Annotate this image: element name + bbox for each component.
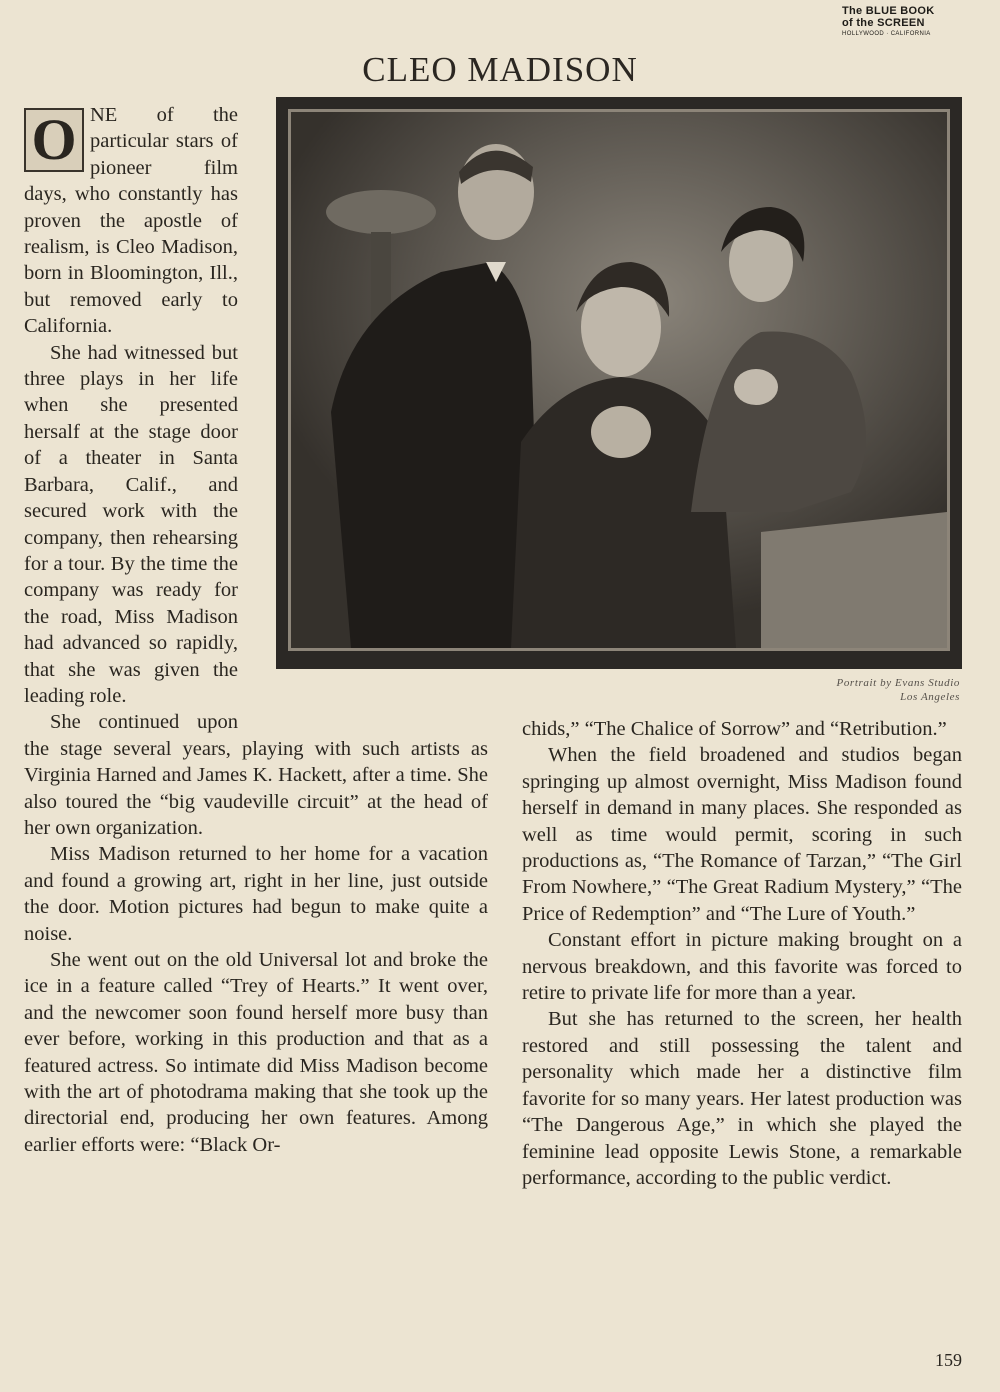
paragraph-universal: She went out on the old Universal lot and broke the ice in a feature called “Trey of Hearts.” It went over, and the newcomer soon found herself more busy than ever before, working in this production and that as a featured actress. So intimate did Miss Madison become with the art of photodrama making that she took up the directorial end, producing her own features. Among earlier efforts were: “Black Or- <box>24 949 488 1156</box>
paragraph-stage-debut: She had witnessed but three plays in her life when she presented hersalf at the stage door of a theater in Santa Barbara, Calif., and secured work with the company, then rehearsing for a tour. By the time the company was ready for the road, Miss Madison had advanced so rapidly, that she was given the leading role. <box>24 341 238 707</box>
decorative-initial-letter: O <box>31 108 77 172</box>
paragraph-intro: NE of the particular stars of pioneer film days, who constantly has proven the apostle of realism, is Cleo Madison, born in Bloomington, Ill., but removed early to California. <box>24 104 238 338</box>
paragraph-return-home: Miss Madison returned to her home for a vacation and found a growing art, right in her line, just outside the door. Motion pictures had begun to make quite a noise. <box>24 843 488 945</box>
paragraph-breakdown: Constant effort in picture making brought on a nervous breakdown, and this favorite was forced to retire to private life for more than a year. <box>522 929 962 1005</box>
publisher-line-2: of the SCREEN <box>842 17 925 29</box>
publisher-mark <box>842 6 962 37</box>
paragraph-return: But she has returned to the screen, her health restored and still possessing the talent and personality which made her a distinctive film favorite for so many years. Her latest production was “The Dangerous Age,” in which she played the feminine lead opposite Lewis Stone, a remarkable performance, according to the public verdict. <box>522 1008 962 1189</box>
photo-credit <box>837 676 960 704</box>
paragraph-productions: When the field broadened and studios began springing up almost overnight, Miss Madison found herself in demand in many places. She responded as well as time would permit, scoring in such productions as, “The Romance of Tarzan,” “The Girl From Nowhere,” “The Great Radium Mystery,” “The Price of Redemption” and “The Lure of Youth.” <box>522 744 962 925</box>
page-number: 159 <box>935 1350 962 1370</box>
photo-credit-line-2: Los Angeles <box>900 691 960 703</box>
left-text-column <box>24 102 488 1158</box>
publisher-line-1: The BLUE BOOK <box>842 5 935 17</box>
right-text-column <box>522 716 962 1191</box>
decorative-initial <box>24 108 84 172</box>
paragraph-stage-career: She continued upon the stage several years, playing with such artists as Virginia Harned and James K. Hackett, after a time. She also toured the “big vaudeville circuit” at the head of her own organization. <box>24 711 488 839</box>
paragraph-continuation: chids,” “The Chalice of Sorrow” and “Retribution.” <box>522 718 947 740</box>
photo-credit-line-1: Portrait by Evans Studio <box>836 677 960 689</box>
article-title: CLEO MADISON <box>362 50 638 89</box>
publisher-line-3: HOLLYWOOD · CALIFORNIA <box>842 31 931 37</box>
